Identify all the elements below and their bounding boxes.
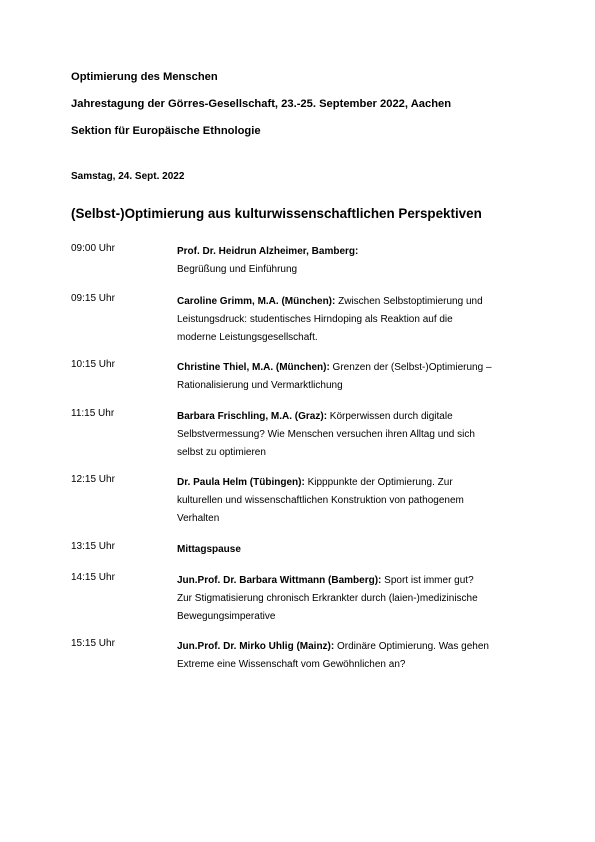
entry-line-2: Rationalisierung und Vermarktlichung: [177, 380, 343, 391]
entry-time: 14:15 Uhr: [71, 572, 115, 583]
entry-line-1: [177, 541, 527, 559]
entry-speaker: Caroline Grimm, M.A. (München):: [177, 296, 336, 307]
entry-line-1: [177, 243, 527, 261]
conference-info: Jahrestagung der Görres-Gesellschaft, 23.-25. September 2022, Aachen: [71, 98, 452, 110]
session-title: (Selbst-)Optimierung aus kulturwissenschaftlichen Perspektiven: [71, 206, 482, 221]
event-title: Optimierung des Menschen: [71, 71, 218, 83]
entry-description: [177, 541, 527, 559]
entry-speaker: Jun.Prof. Dr. Mirko Uhlig (Mainz):: [177, 641, 335, 652]
entry-speaker: Prof. Dr. Heidrun Alzheimer, Bamberg:: [177, 246, 359, 257]
entry-text: Grenzen der (Selbst-)Optimierung –: [329, 362, 492, 373]
entry-text: Zwischen Selbstoptimierung und: [335, 296, 483, 307]
entry-text: Körperwissen durch digitale: [327, 411, 453, 422]
entry-text: Sport ist immer gut?: [381, 575, 474, 586]
entry-speaker: Barbara Frischling, M.A. (Graz):: [177, 411, 328, 422]
entry-line-2: Leistungsdruck: studentisches Hirndoping als Reaktion auf die: [177, 314, 453, 325]
entry-speaker: Christine Thiel, M.A. (München):: [177, 362, 330, 373]
entry-description: [177, 474, 527, 528]
entry-description: [177, 293, 527, 347]
entry-time: 15:15 Uhr: [71, 638, 115, 649]
entry-line-2: Begrüßung und Einführung: [177, 264, 298, 275]
entry-description: [177, 408, 527, 462]
entry-speaker: Jun.Prof. Dr. Barbara Wittmann (Bamberg):: [177, 575, 382, 586]
section-name: Sektion für Europäische Ethnologie: [71, 125, 261, 137]
entry-line-3: moderne Leistungsgesellschaft.: [177, 332, 318, 343]
entry-text: Ordinäre Optimierung. Was gehen: [334, 641, 489, 652]
session-date: Samstag, 24. Sept. 2022: [71, 171, 185, 182]
entry-line-2: kulturellen und wissenschaftlichen Konstruktion von pathogenem: [177, 495, 464, 506]
entry-line-3: Verhalten: [177, 513, 220, 524]
entry-time: 09:00 Uhr: [71, 243, 115, 254]
entry-time: 12:15 Uhr: [71, 474, 115, 485]
entry-line-1: [177, 474, 527, 492]
entry-time: 11:15 Uhr: [71, 408, 115, 419]
entry-line-2: Extreme eine Wissenschaft vom Gewöhnlichen an?: [177, 659, 406, 670]
entry-line-3: Bewegungsimperative: [177, 611, 276, 622]
entry-description: [177, 572, 527, 626]
entry-line-1: [177, 293, 527, 311]
lunch-break-label: Mittagspause: [177, 544, 241, 555]
entry-line-1: [177, 359, 527, 377]
entry-description: [177, 359, 527, 395]
entry-time: 10:15 Uhr: [71, 359, 115, 370]
entry-line-1: [177, 572, 527, 590]
entry-time: 09:15 Uhr: [71, 293, 115, 304]
entry-time: 13:15 Uhr: [71, 541, 115, 552]
entry-line-1: [177, 638, 527, 656]
entry-text: Kipppunkte der Optimierung. Zur: [304, 477, 453, 488]
entry-speaker: Dr. Paula Helm (Tübingen):: [177, 477, 305, 488]
entry-description: [177, 243, 527, 279]
entry-description: [177, 638, 527, 674]
entry-line-1: [177, 408, 527, 426]
entry-line-2: Selbstvermessung? Wie Menschen versuchen ihren Alltag und sich: [177, 429, 475, 440]
entry-line-3: selbst zu optimieren: [177, 447, 266, 458]
entry-line-2: Zur Stigmatisierung chronisch Erkrankter durch (laien-)medizinische: [177, 593, 478, 604]
